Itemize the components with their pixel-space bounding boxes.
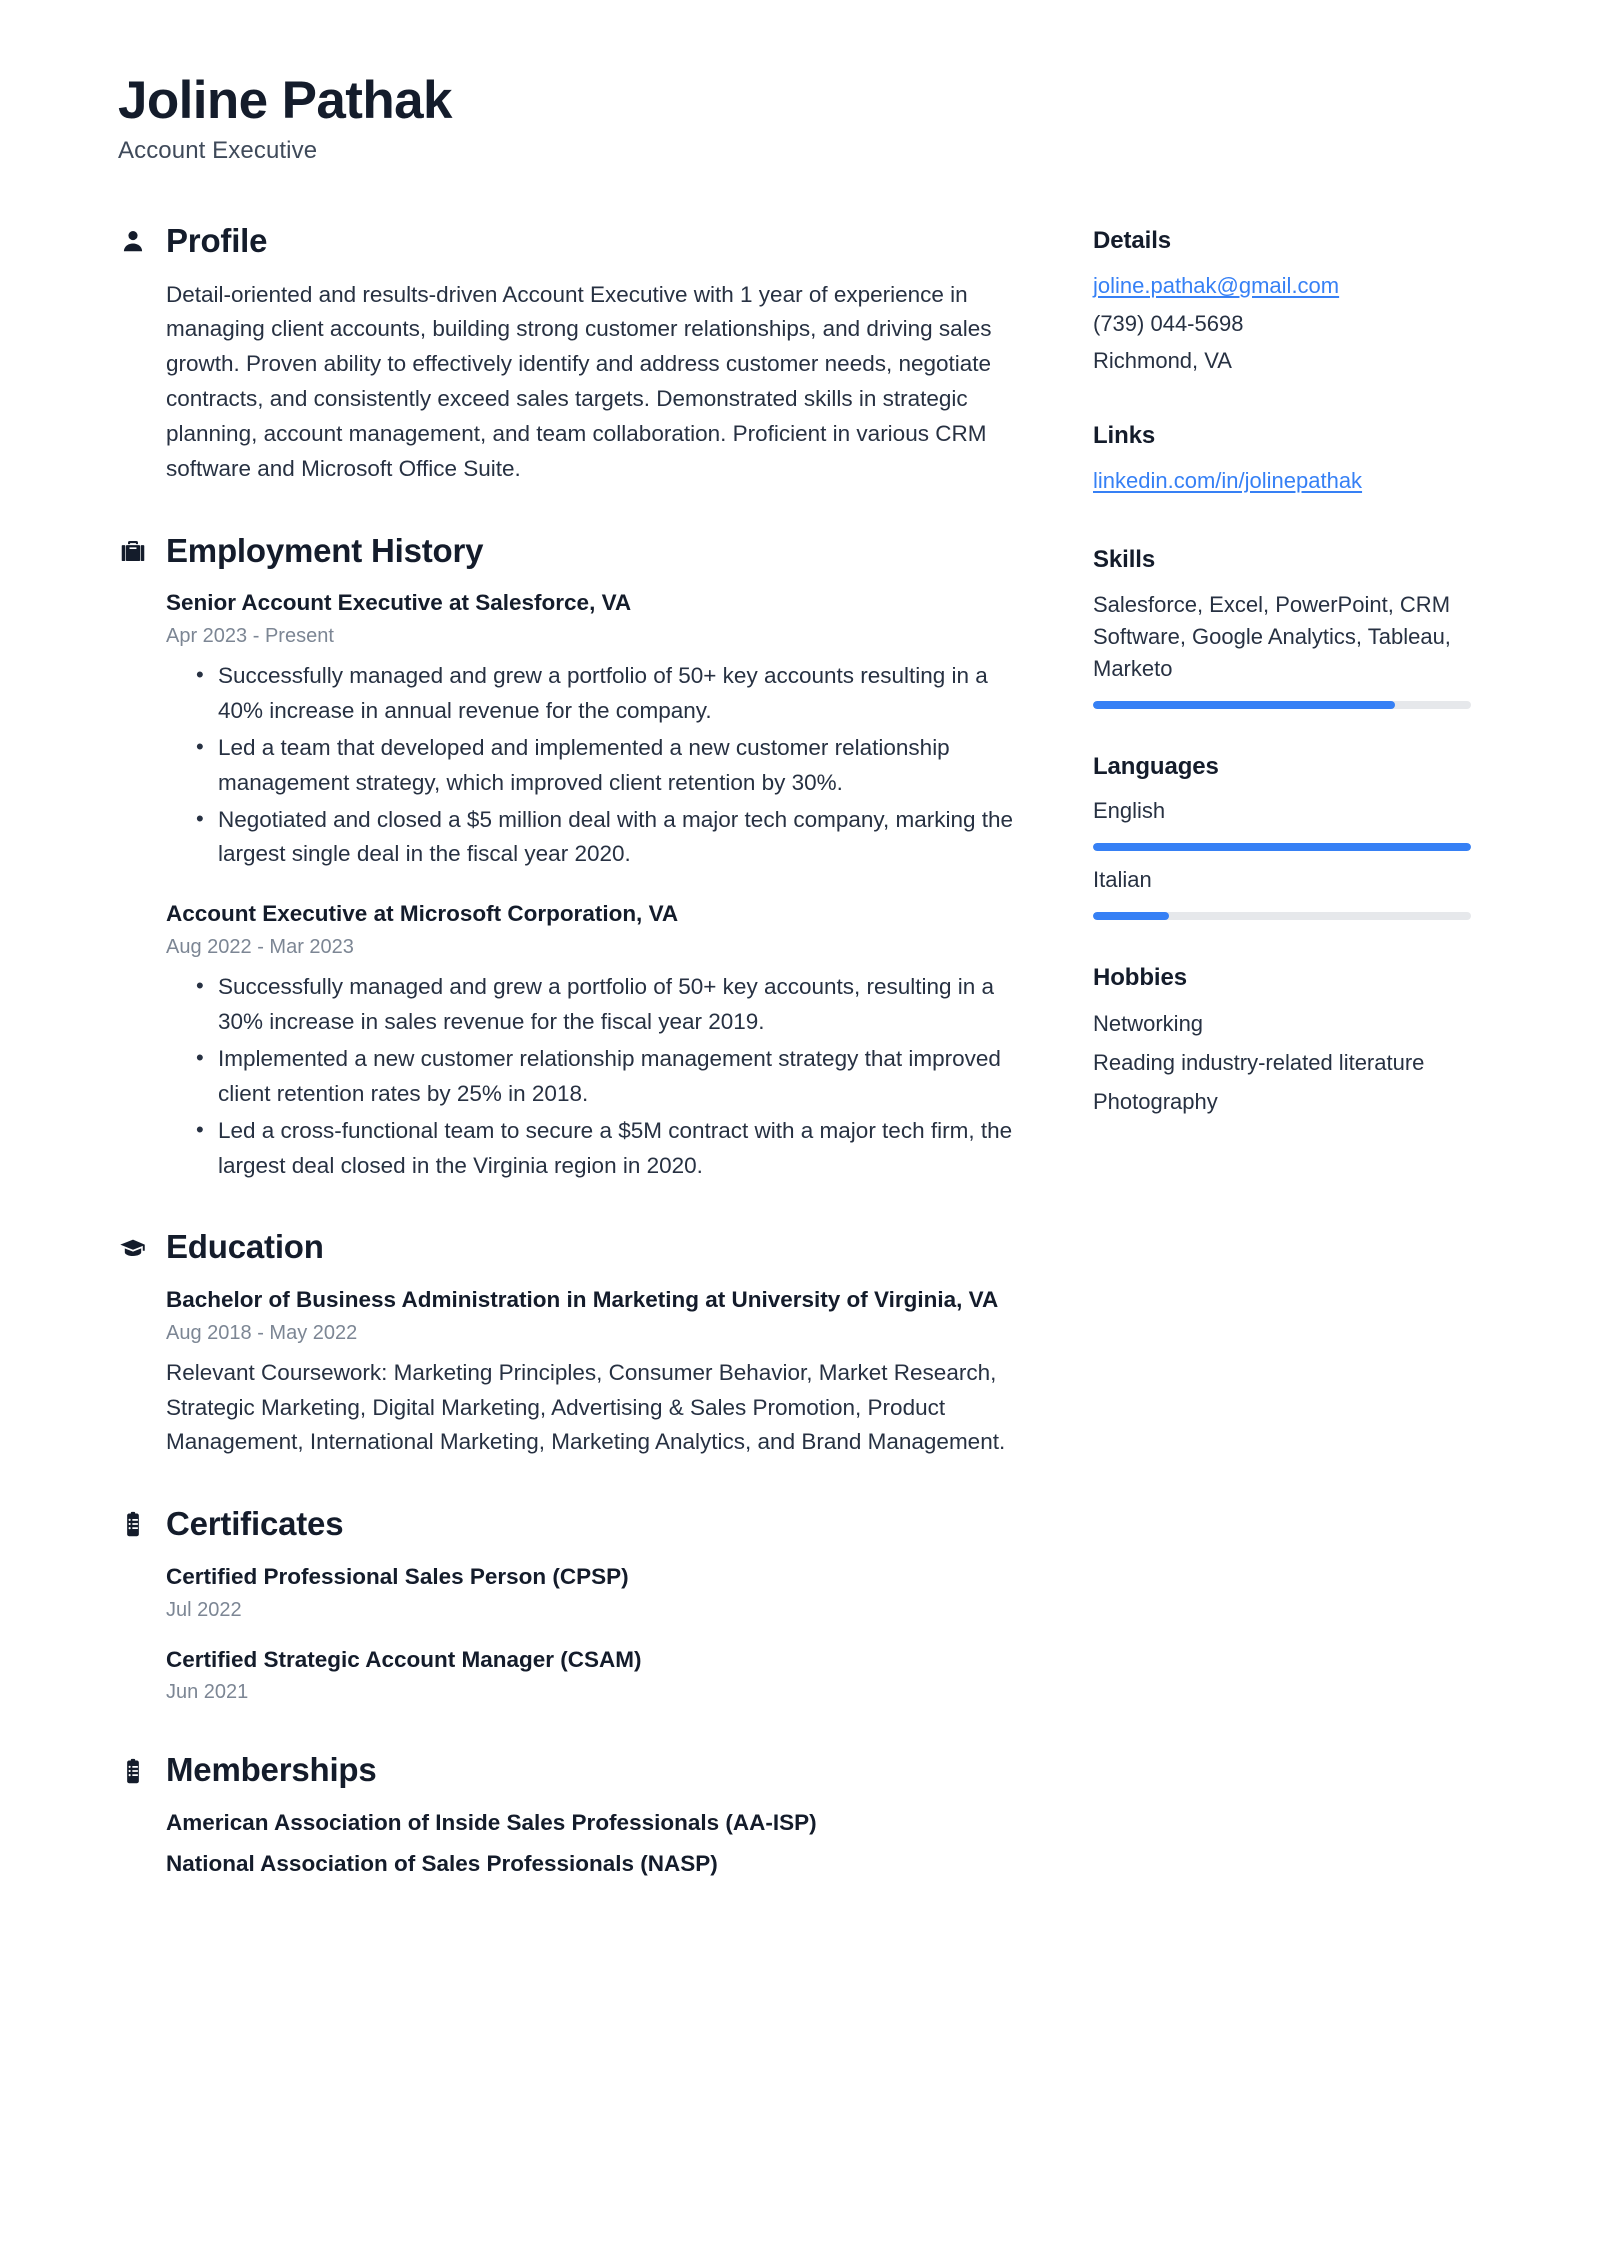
contact-email-link[interactable]: joline.pathak@gmail.com <box>1093 273 1340 299</box>
language-level-bar-fill <box>1093 912 1169 920</box>
clipboard-list-icon <box>118 1509 148 1539</box>
language-name: Italian <box>1093 866 1152 892</box>
sidebar-column <box>1093 223 1493 1123</box>
language-item <box>1093 796 1493 851</box>
employment-entry-date: Aug 2022 - Mar 2023 <box>166 936 354 959</box>
briefcase-icon <box>118 536 148 566</box>
employment-entry-title: Senior Account Executive at Salesforce, VA <box>166 590 632 616</box>
skills-level-bar-fill <box>1093 701 1395 709</box>
sidebar-block-details <box>1093 227 1493 378</box>
language-level-bar <box>1093 912 1471 920</box>
resume-header <box>118 72 1492 165</box>
section-body-certificates <box>118 1561 1023 1707</box>
contact-phone: (739) 044-5698 <box>1093 310 1244 336</box>
section-title-certificates: Certificates <box>166 1505 344 1543</box>
sidebar-title-languages: Languages <box>1093 753 1219 781</box>
profile-summary-text: Detail-oriented and results-driven Account Executive with 1 year of experience in managing client accounts, building strong customer relationships, and driving sales growth. Proven ability to effectively identify and address customer needs, negotiate contracts, and consistently exceed sales targets. Demonstrated skills in strategic planning, account management, and team collaboration. Proficient in various CRM software and Microsoft Office Suite. <box>166 281 992 481</box>
language-level-bar-fill <box>1093 843 1471 851</box>
employment-entry-bullets <box>166 659 1023 872</box>
section-title-education: Education <box>166 1228 324 1266</box>
employment-entry <box>166 898 1023 1183</box>
language-name: English <box>1093 798 1166 824</box>
section-header-employment <box>118 533 1023 569</box>
certificate-title: Certified Professional Sales Person (CPSP) <box>166 1563 629 1589</box>
section-profile <box>118 223 1023 487</box>
section-body-memberships <box>118 1807 1023 1881</box>
certificate-title: Certified Strategic Account Manager (CSAM) <box>166 1646 642 1672</box>
section-education <box>118 1229 1023 1460</box>
bullet-item: • Negotiated and closed a $5 million deal with a major tech company, marking the largest single deal in the fiscal year 2020. <box>196 803 1023 873</box>
candidate-job-title: Account Executive <box>118 137 318 165</box>
section-title-profile: Profile <box>166 222 268 260</box>
skills-level-bar <box>1093 701 1471 709</box>
certificate-date: Jul 2022 <box>166 1598 242 1621</box>
employment-entry <box>166 587 1023 872</box>
bullet-item: • Implemented a new customer relationship management strategy that improved client retention rates by 25% in 2018. <box>196 1042 1023 1112</box>
section-body-employment <box>118 587 1023 1183</box>
sidebar-title-skills: Skills <box>1093 546 1156 574</box>
employment-entry-date: Apr 2023 - Present <box>166 625 334 648</box>
section-header-education <box>118 1229 1023 1265</box>
bullet-item: • Led a team that developed and implemented a new customer relationship management strategy, which improved client retention by 30%. <box>196 731 1023 801</box>
employment-entry-title: Account Executive at Microsoft Corporation, VA <box>166 901 679 927</box>
membership-entry: National Association of Sales Professionals (NASP) <box>166 1851 718 1877</box>
main-column <box>118 223 1023 1881</box>
section-title-employment: Employment History <box>166 531 484 569</box>
linkedin-profile-link[interactable]: linkedin.com/in/jolinepathak <box>1093 467 1363 493</box>
sidebar-block-skills <box>1093 546 1493 709</box>
sidebar-block-links <box>1093 422 1493 503</box>
section-body-profile <box>118 278 1023 487</box>
education-entry-title: Bachelor of Business Administration in Marketing at University of Virginia, VA <box>166 1286 999 1312</box>
certificate-entry <box>166 1644 1023 1707</box>
hobby-item: Reading industry-related literature <box>1093 1049 1425 1075</box>
section-title-memberships: Memberships <box>166 1751 377 1789</box>
bullet-item: • Successfully managed and grew a portfolio of 50+ key accounts, resulting in a 30% increase in sales revenue for the fiscal year 2019. <box>196 970 1023 1040</box>
employment-entry-bullets <box>166 970 1023 1183</box>
section-certificates <box>118 1506 1023 1706</box>
education-entry-date: Aug 2018 - May 2022 <box>166 1321 358 1344</box>
hobby-item: Networking <box>1093 1010 1204 1036</box>
section-employment-history <box>118 533 1023 1184</box>
certificate-entry <box>166 1561 1023 1624</box>
candidate-name: Joline Pathak <box>118 71 452 130</box>
section-header-memberships <box>118 1752 1023 1788</box>
section-memberships <box>118 1752 1023 1881</box>
resume-body <box>118 223 1492 1881</box>
skills-list-text: Salesforce, Excel, PowerPoint, CRM Software, Google Analytics, Tableau, Marketo <box>1093 592 1451 682</box>
sidebar-title-links: Links <box>1093 421 1156 449</box>
bullet-item: • Successfully managed and grew a portfolio of 50+ key accounts resulting in a 40% increase in annual revenue for the company. <box>196 659 1023 729</box>
sidebar-block-hobbies <box>1093 964 1493 1118</box>
sidebar-title-hobbies: Hobbies <box>1093 963 1187 991</box>
section-header-certificates <box>118 1506 1023 1542</box>
graduation-cap-icon <box>118 1233 148 1263</box>
section-body-education <box>118 1284 1023 1461</box>
language-item <box>1093 865 1493 920</box>
person-icon <box>118 226 148 256</box>
contact-location: Richmond, VA <box>1093 348 1232 374</box>
section-header-profile <box>118 223 1023 259</box>
education-entry <box>166 1284 1023 1461</box>
bullet-item: • Led a cross-functional team to secure a $5M contract with a major tech firm, the largest deal closed in the Virginia region in 2020. <box>196 1114 1023 1184</box>
membership-entry: American Association of Inside Sales Professionals (AA-ISP) <box>166 1809 817 1835</box>
hobby-item: Photography <box>1093 1088 1218 1114</box>
sidebar-block-languages <box>1093 753 1493 920</box>
language-level-bar <box>1093 843 1471 851</box>
sidebar-title-details: Details <box>1093 227 1172 255</box>
clipboard-list-icon <box>118 1756 148 1786</box>
certificate-date: Jun 2021 <box>166 1681 249 1704</box>
education-entry-description: Relevant Coursework: Marketing Principles, Consumer Behavior, Market Research, Strategic Marketing, Digital Marketing, Advertising & Sales Promotion, Product Management, International Marketing, Marketing Analytics, and Brand Management. <box>166 1359 1006 1455</box>
